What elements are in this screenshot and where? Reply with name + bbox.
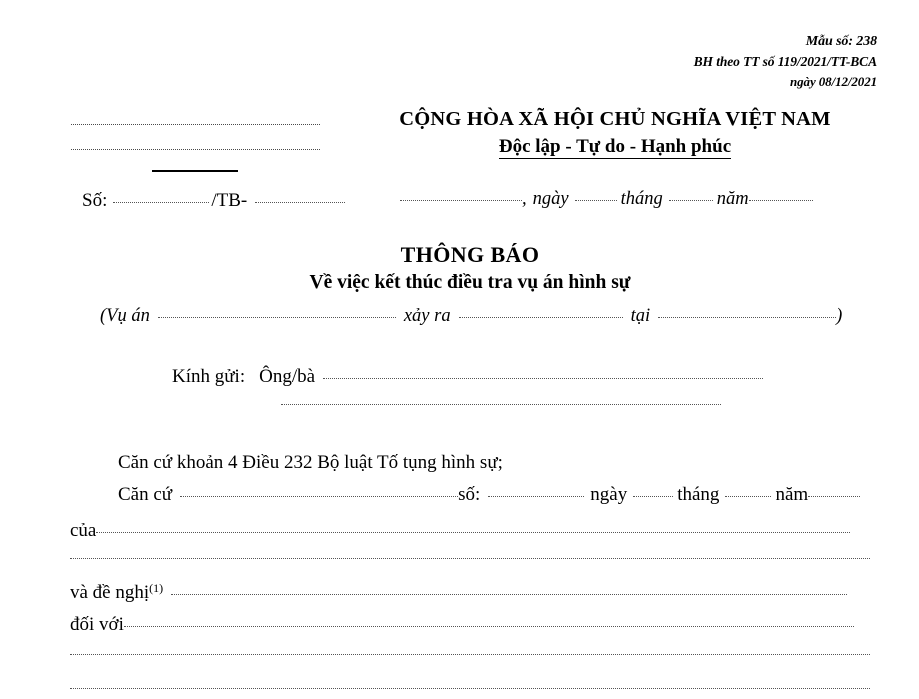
date-comma: , (522, 189, 527, 209)
legal-basis-label: Căn cứ (118, 484, 173, 505)
request-line (70, 580, 847, 607)
place-and-date-line (400, 187, 813, 211)
form-number: Mẫu số: 238 (805, 34, 877, 49)
agency-name-line-1[interactable] (71, 124, 320, 125)
subject-field-line-2[interactable] (70, 654, 870, 655)
national-motto-text: Độc lập - Tự do - Hạnh phúc (498, 136, 732, 157)
case-close-paren: ) (836, 306, 843, 326)
legal-basis-article-text: Căn cứ khoản 4 Điều 232 Bộ luật Tố tụng hình sự; (118, 452, 503, 473)
document-number-separator: /TB- (211, 190, 248, 211)
national-motto (380, 134, 850, 160)
legal-basis-year-label: năm (775, 484, 809, 505)
legal-basis-day-label: ngày (590, 484, 628, 505)
subject-label: đối với (70, 614, 124, 635)
recipient-line (172, 364, 763, 389)
document-number-label: Số: (82, 190, 108, 211)
subject-line (70, 612, 854, 637)
case-occurred-label: xảy ra (403, 306, 451, 326)
subject-field[interactable] (124, 626, 854, 627)
request-label: và đề nghị (70, 582, 150, 603)
case-open-paren: (Vụ án (100, 306, 150, 326)
case-occurred-field[interactable] (459, 317, 623, 318)
page-title: THÔNG BÁO (400, 242, 540, 267)
year-field[interactable] (749, 200, 813, 201)
issuing-authority-label: của (70, 520, 97, 541)
document-number-field[interactable] (113, 202, 209, 203)
country-name: CỘNG HÒA XÃ HỘI CHỦ NGHĨA VIỆT NAM (399, 108, 831, 130)
legal-basis-document-field[interactable] (180, 496, 458, 497)
legal-basis-number-label: số: (458, 484, 481, 505)
recipient-label: Kính gửi: (172, 366, 246, 387)
recipient-name-field[interactable] (323, 378, 763, 379)
legal-basis-month-label: tháng (677, 484, 720, 505)
document-number-line (82, 189, 345, 213)
national-heading (380, 106, 850, 160)
form-circular-reference: BH theo TT số 119/2021/TT-BCA (693, 54, 877, 69)
page-subtitle: Về việc kết thúc điều tra vụ án hình sự (309, 272, 631, 293)
case-location-label: tại (630, 306, 651, 326)
legal-basis-day-field[interactable] (633, 496, 673, 497)
day-field[interactable] (575, 200, 617, 201)
case-name-field[interactable] (158, 317, 396, 318)
agency-name-line-2[interactable] (71, 149, 320, 150)
place-field[interactable] (400, 200, 522, 201)
agency-divider-rule (152, 170, 238, 172)
legal-basis-year-field[interactable] (808, 496, 860, 497)
recipient-name-field-line-2[interactable] (281, 404, 721, 405)
legal-basis-number-field[interactable] (488, 496, 584, 497)
case-description-line (100, 304, 842, 328)
case-location-field[interactable] (658, 317, 836, 318)
form-issue-date: ngày 08/12/2021 (790, 74, 877, 89)
legal-basis-document-line (118, 482, 860, 507)
form-reference-block (694, 32, 877, 92)
issuing-authority-field-line-2[interactable] (70, 558, 870, 559)
document-number-suffix-field[interactable] (255, 202, 345, 203)
legal-basis-month-field[interactable] (725, 496, 771, 497)
month-label: tháng (620, 189, 663, 209)
month-field[interactable] (669, 200, 713, 201)
issuing-authority-field[interactable] (96, 532, 850, 533)
request-field[interactable] (171, 594, 847, 595)
request-footnote-marker: (1) (149, 581, 164, 595)
subject-field-line-3[interactable] (70, 688, 870, 689)
issuing-authority-line (70, 518, 850, 543)
legal-basis-article-line (118, 450, 503, 475)
year-label: năm (716, 189, 749, 209)
recipient-title-label: Ông/bà (259, 366, 316, 387)
day-label: ngày (532, 189, 569, 209)
